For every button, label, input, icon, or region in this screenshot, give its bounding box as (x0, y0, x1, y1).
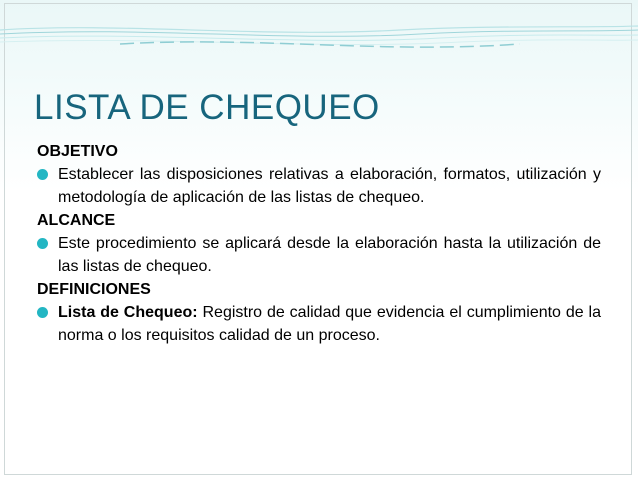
slide-title: LISTA DE CHEQUEO (34, 88, 380, 127)
section-heading-objetivo: OBJETIVO (37, 143, 118, 160)
definition-text: Registro de calidad que evidencia el cumplimiento de la norma o los requisitos calidad de un proceso. (58, 304, 602, 344)
bullet-icon (37, 238, 48, 249)
slide-content (37, 140, 601, 347)
bullet-icon (37, 169, 48, 180)
bullet-objetivo (37, 163, 601, 209)
definition-term: Lista de Chequeo: (58, 304, 198, 321)
bullet-text-alcance: Este procedimiento se aplicará desde la elaboración hasta la utilización de las listas de chequeo. (58, 235, 601, 275)
section-heading-definiciones: DEFINICIONES (37, 281, 151, 298)
bullet-icon (37, 307, 48, 318)
bullet-definiciones (37, 301, 601, 347)
bullet-text-objetivo: Establecer las disposiciones relativas a elaboración, formatos, utilización y metodología de aplicación de las listas de chequeo. (58, 166, 601, 206)
section-heading-alcance: ALCANCE (37, 212, 116, 229)
bullet-alcance (37, 232, 601, 278)
decorative-wave-lines (0, 0, 638, 60)
